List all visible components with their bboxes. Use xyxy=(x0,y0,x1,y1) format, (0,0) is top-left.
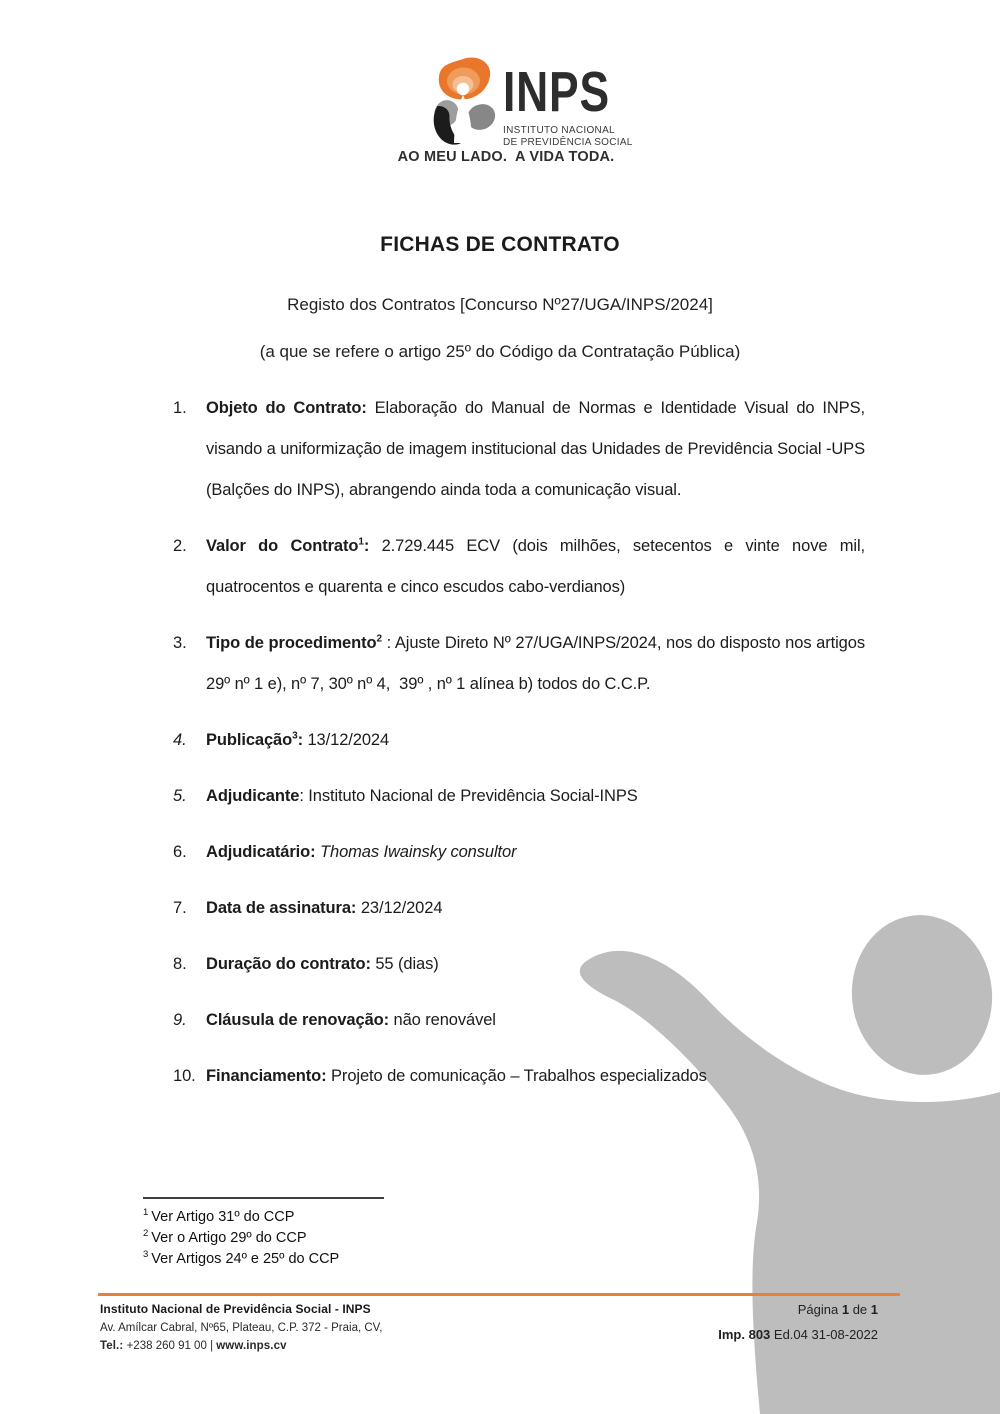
page-of: de xyxy=(849,1302,871,1317)
footnote-separator xyxy=(143,1197,384,1199)
contract-item: 3. Tipo de procedimento$^2$ : Ajuste Direto Nº 27/UGA/INPS/2024, nos do disposto nos artigos 29º nº 1 e), nº 7, 30º nº 4, 39º , nº 1 alínea b) todos do C.C.P. xyxy=(173,623,865,705)
item-number: 2. xyxy=(173,537,187,555)
page-subtitle-reference: (a que se refere o artigo 25º do Código da Contratação Pública) xyxy=(259,342,741,361)
imp-edition: Ed.04 31-08-2022 xyxy=(773,1327,878,1342)
footnote: $^1$ Ver Artigo 31º do CCP xyxy=(143,1207,295,1225)
footer-page-block xyxy=(718,1302,878,1342)
page-total: 1 xyxy=(870,1302,878,1317)
footnote: $^3$ Ver Artigos 24º e 25º do CCP xyxy=(143,1249,340,1267)
footer-rule xyxy=(98,1293,900,1296)
contract-item: 2. Valor do Contrato$^1$: 2.729.445 ECV (dois milhões, setecentos e vinte nove mil, quatrocentos e quarenta e cinco escudos cabo-verdianos) xyxy=(173,526,865,608)
contract-item: 10. Financiamento: Projeto de comunicação – Trabalhos especializados xyxy=(173,1056,865,1097)
footer-org-block xyxy=(100,1302,382,1352)
footer-org-name: Instituto Nacional de Previdência Social - INPS xyxy=(100,1302,371,1316)
contract-items-list xyxy=(173,388,865,1112)
inps-logo xyxy=(503,60,640,149)
page-subtitle-registry: Registo dos Contratos [Concurso Nº27/UGA/INPS/2024] xyxy=(287,295,713,314)
contract-item: 9. Cláusula de renovação: não renovável xyxy=(173,1000,865,1041)
page-word: Página xyxy=(797,1302,842,1317)
footnotes-list xyxy=(143,1207,384,1270)
footer-contact-line xyxy=(100,1340,382,1352)
contract-item: 1. Objeto do Contrato: Elaboração do Manual de Normas e Identidade Visual do INPS, visando a uniformização de imagem institucional das Unidades de Previdência Social -UPS (Balções do INPS), abrangendo ainda toda a comunicação visual. xyxy=(173,388,865,511)
page-number-line xyxy=(718,1302,878,1317)
contract-item: 4. Publicação$^3$: 13/12/2024 xyxy=(173,720,865,761)
item-number: 4. xyxy=(173,731,187,749)
footnotes-block xyxy=(143,1197,384,1270)
imp-label: Imp. 803 xyxy=(718,1327,774,1342)
page-title: FICHAS DE CONTRATO xyxy=(380,233,620,256)
footer-tel-label: Tel.: xyxy=(100,1340,127,1352)
footer-address: Av. Amílcar Cabral, Nº65, Plateau, C.P. 372 - Praia, CV, xyxy=(100,1322,383,1334)
footer-tel-number: +238 260 91 00 xyxy=(126,1340,211,1352)
logo-wordmark: INPS xyxy=(503,60,610,124)
contract-item: 8. Duração do contrato: 55 (dias) xyxy=(173,944,865,985)
logo-org-line1: INSTITUTO NACIONAL xyxy=(503,125,615,137)
item-number: 3. xyxy=(173,634,187,652)
contract-item: 7. Data de assinatura: 23/12/2024 xyxy=(173,888,865,929)
item-number: 6. xyxy=(173,843,187,861)
item-number: 5. xyxy=(173,787,187,805)
contract-item: 5. Adjudicante: Instituto Nacional de Previdência Social-INPS xyxy=(173,776,865,817)
inps-logo-mark-icon xyxy=(430,56,500,146)
item-number: 9. xyxy=(173,1011,187,1029)
item-number: 7. xyxy=(173,899,187,917)
imp-line xyxy=(718,1327,878,1342)
item-number: 10. xyxy=(173,1067,196,1085)
page-current: 1 xyxy=(841,1302,850,1317)
contract-item: 6. Adjudicatário: Thomas Iwainsky consultor xyxy=(173,832,865,873)
footer-website: www.inps.cv xyxy=(216,1340,287,1352)
item-number: 1. xyxy=(173,399,187,417)
footer-separator: | xyxy=(210,1340,217,1352)
logo-org-line2: DE PREVIDÊNCIA SOCIAL xyxy=(503,137,633,149)
item-number: 8. xyxy=(173,955,187,973)
logo-tagline: AO MEU LADO. A VIDA TODA. xyxy=(397,149,615,165)
footnote: $^2$ Ver o Artigo 29º do CCP xyxy=(143,1228,307,1246)
